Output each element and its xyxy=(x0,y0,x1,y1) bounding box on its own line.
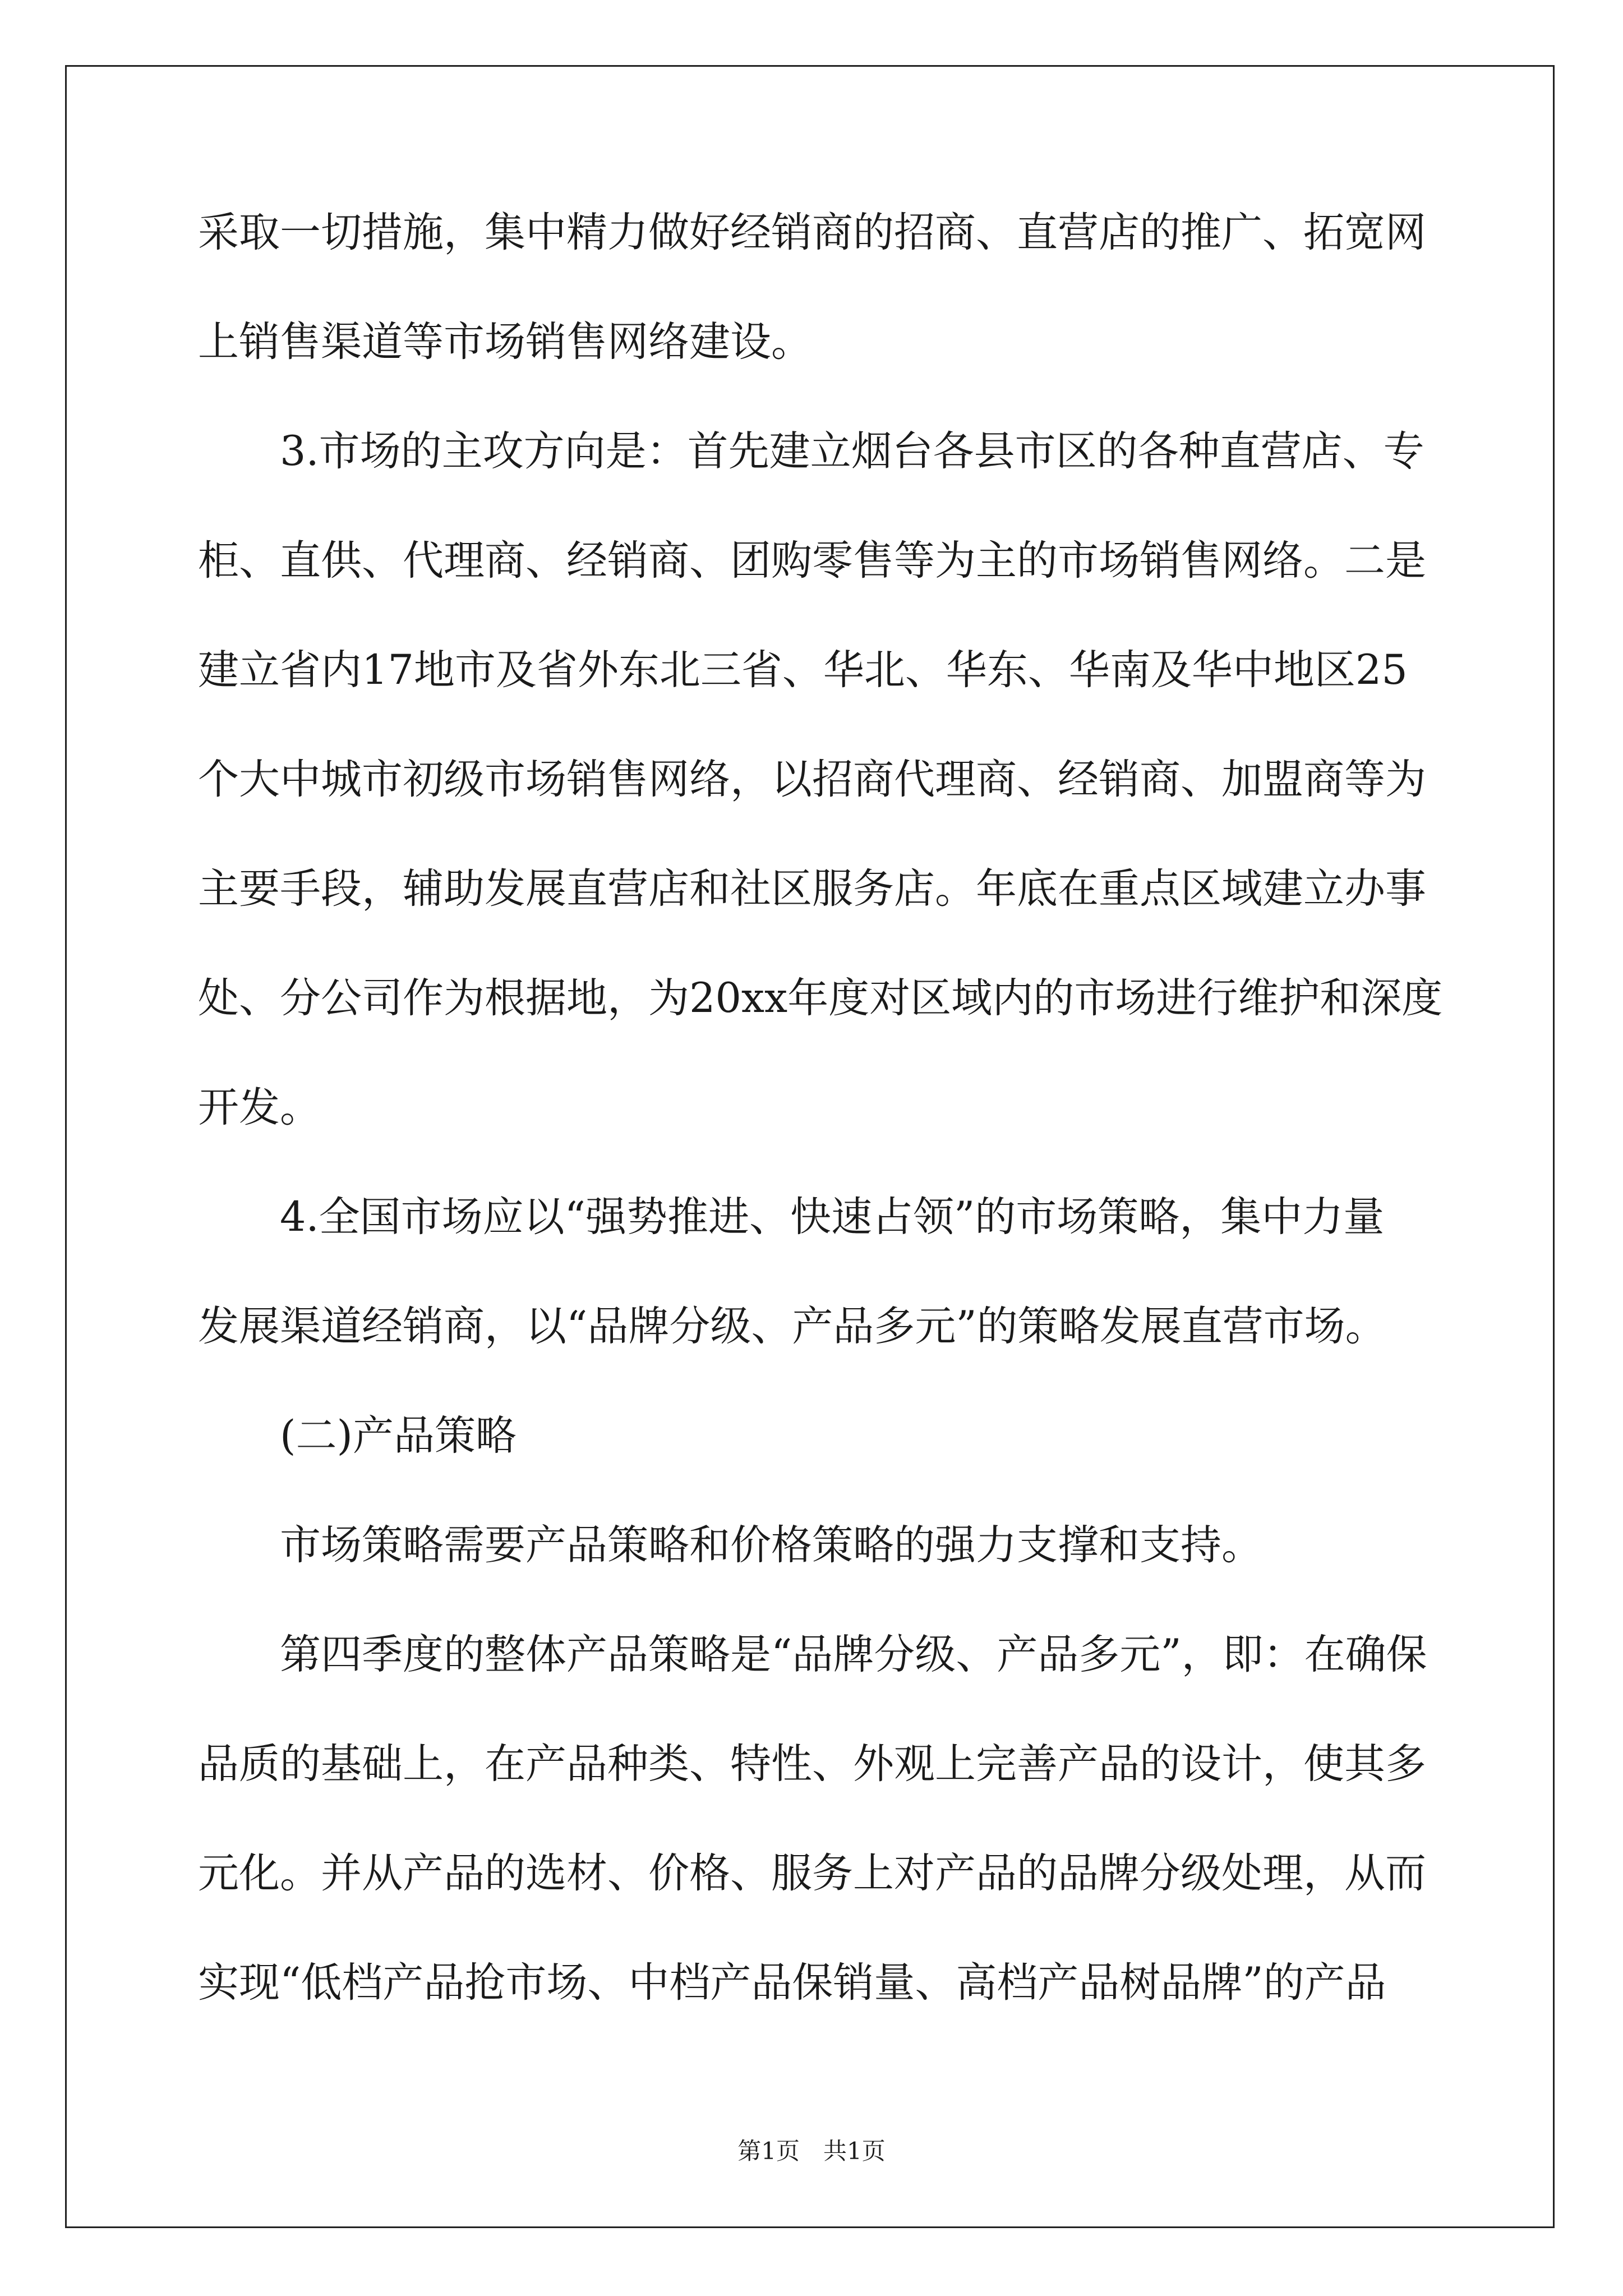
text-line: 上销售渠道等市场销售网络建设。 xyxy=(198,318,812,366)
text-line: 第四季度的整体产品策略是“品牌分级、产品多元”，即：在确保 xyxy=(280,1631,1427,1678)
text-line: 建立省内17地市及省外东北三省、华北、华东、华南及华中地区25 xyxy=(198,646,1408,694)
text-line: 主要手段，辅助发展直营店和社区服务店。年底在重点区域建立办事 xyxy=(198,865,1426,913)
text-line: 3.市场的主攻方向是：首先建立烟台各县市区的各种直营店、专 xyxy=(280,427,1424,475)
text-line: 处、分公司作为根据地，为20xx年度对区域内的市场进行维护和深度 xyxy=(198,974,1443,1022)
page-footer: 第1页 共1页 xyxy=(737,2137,886,2165)
text-line: 实现“低档产品抢市场、中档产品保销量、高档产品树品牌”的产品 xyxy=(198,1959,1386,2007)
text-line: 市场策略需要产品策略和价格策略的强力支撑和支持。 xyxy=(280,1521,1262,1569)
text-line: 品质的基础上，在产品种类、特性、外观上完善产品的设计，使其多 xyxy=(198,1740,1426,1788)
section-heading: (二)产品策略 xyxy=(280,1412,517,1460)
text-line: 采取一切措施，集中精力做好经销商的招商、直营店的推广、拓宽网 xyxy=(198,209,1426,256)
text-line: 元化。并从产品的选材、价格、服务上对产品的品牌分级处理，从而 xyxy=(198,1849,1426,1897)
text-line: 开发。 xyxy=(198,1084,321,1131)
text-line: 柜、直供、代理商、经销商、团购零售等为主的市场销售网络。二是 xyxy=(198,537,1426,585)
text-line: 4.全国市场应以“强势推进、快速占领”的市场策略，集中力量 xyxy=(280,1193,1385,1241)
text-line: 发展渠道经销商，以“品牌分级、产品多元”的策略发展直营市场。 xyxy=(198,1303,1386,1350)
text-line: 个大中城市初级市场销售网络，以招商代理商、经销商、加盟商等为 xyxy=(198,756,1426,803)
page-border xyxy=(65,65,1555,2228)
